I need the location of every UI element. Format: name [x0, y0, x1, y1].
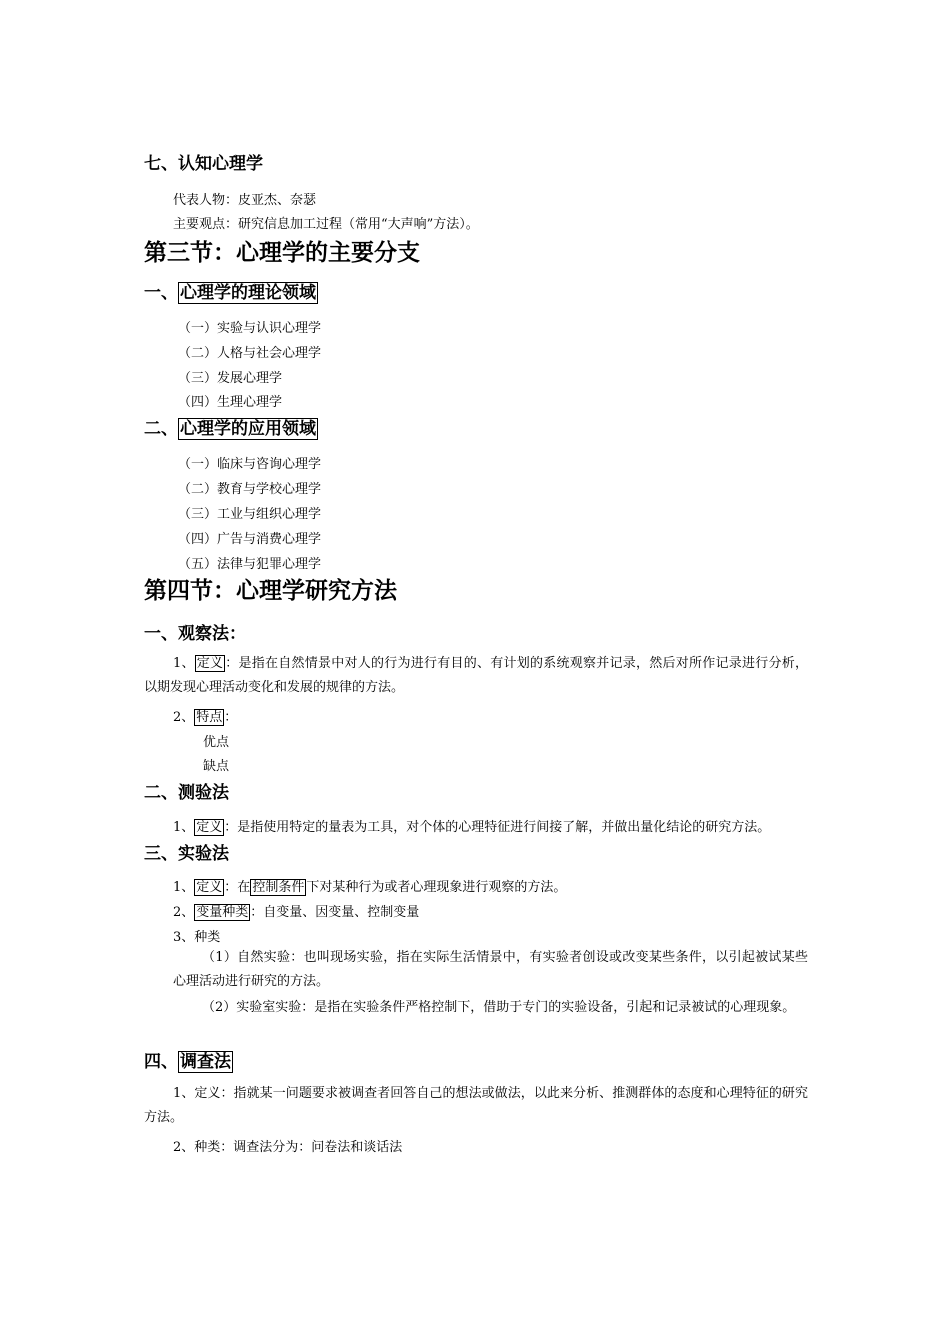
cognitive-heading: 七、认知心理学 [144, 154, 263, 174]
theory-item: （一）实验与认识心理学 [178, 321, 322, 336]
applied-boxed-title: 心理学的应用领域 [180, 419, 316, 439]
natural-experiment: （1）自然实验：也叫现场实验，指在实际生活情景中，有实验者创设或改变某些条件，以引起被试某些心理活动进行研究的方法。 [173, 950, 808, 989]
definition-box: 定义 [196, 656, 224, 671]
applied-item: （三）工业与组织心理学 [178, 507, 322, 522]
definition-box: 定义 [196, 820, 223, 835]
variable-types-box: 变量种类 [196, 905, 249, 920]
section3-title: 第三节：心理学的主要分支 [144, 240, 420, 266]
theory-boxed-title: 心理学的理论领域 [180, 283, 316, 303]
observation-heading: 一、观察法： [144, 624, 246, 644]
variables-text: ：自变量、因变量、控制变量 [250, 905, 420, 920]
control-condition-box: 控制条件 [252, 880, 305, 895]
cognitive-representatives: 代表人物：皮亚杰、奈瑟 [173, 193, 317, 208]
theory-heading [144, 278, 318, 303]
survey-kinds: 2、种类：调查法分为：问卷法和谈话法 [173, 1140, 403, 1155]
definition-text: ：是指在自然情景中对人的行为进行有目的、有计划的系统观察并记录，然后对所作记录进行分析，以期发现心理活动变化和发展的规律的方法。 [144, 656, 808, 695]
list-number: 2、 [173, 905, 195, 920]
observation-features [173, 706, 237, 725]
features-box: 特点 [196, 710, 223, 725]
list-number: 2、 [173, 710, 195, 725]
survey-boxed-title: 调查法 [180, 1052, 231, 1072]
definition-box: 定义 [196, 880, 223, 895]
theory-prefix: 一、 [144, 283, 178, 303]
survey-heading [144, 1047, 233, 1072]
experiment-kinds: 3、种类 [173, 930, 221, 945]
test-definition [173, 816, 770, 835]
definition-text: ：在 [224, 880, 251, 895]
applied-heading [144, 414, 318, 439]
observation-definition [144, 652, 808, 700]
list-number: 1、 [173, 880, 195, 895]
theory-item: （三）发展心理学 [178, 371, 283, 386]
theory-item: （四）生理心理学 [178, 395, 283, 410]
experiment-definition [173, 876, 566, 895]
experiment-heading: 三、实验法 [144, 844, 229, 864]
features-colon: ： [224, 710, 238, 725]
observation-cons: 缺点 [203, 759, 230, 774]
test-heading: 二、测验法 [144, 783, 229, 803]
theory-item: （二）人格与社会心理学 [178, 346, 322, 361]
applied-item: （一）临床与咨询心理学 [178, 457, 322, 472]
lab-experiment: （2）实验室实验：是指在实验条件严格控制下，借助于专门的实验设备，引起和记录被试的心理现象。 [202, 1000, 796, 1015]
list-number: 1、 [173, 656, 195, 671]
applied-item: （五）法律与犯罪心理学 [178, 557, 322, 572]
cognitive-main-view: 主要观点：研究信息加工过程（常用“大声响”方法）。 [173, 217, 479, 232]
survey-definition: 1、定义：指就某一问题要求被调查者回答自己的想法或做法，以此来分析、推测群体的态度和心理特征的研究方法。 [144, 1086, 808, 1125]
observation-pros: 优点 [203, 735, 230, 750]
definition-text: 下对某种行为或者心理现象进行观察的方法。 [306, 880, 567, 895]
experiment-variables [173, 901, 419, 920]
definition-text: ：是指使用特定的量表为工具，对个体的心理特征进行间接了解，并做出量化结论的研究方法。 [224, 820, 771, 835]
section4-title: 第四节：心理学研究方法 [144, 578, 397, 604]
applied-item: （四）广告与消费心理学 [178, 532, 322, 547]
applied-prefix: 二、 [144, 419, 178, 439]
list-number: 1、 [173, 820, 195, 835]
applied-item: （二）教育与学校心理学 [178, 482, 322, 497]
survey-prefix: 四、 [144, 1052, 178, 1072]
